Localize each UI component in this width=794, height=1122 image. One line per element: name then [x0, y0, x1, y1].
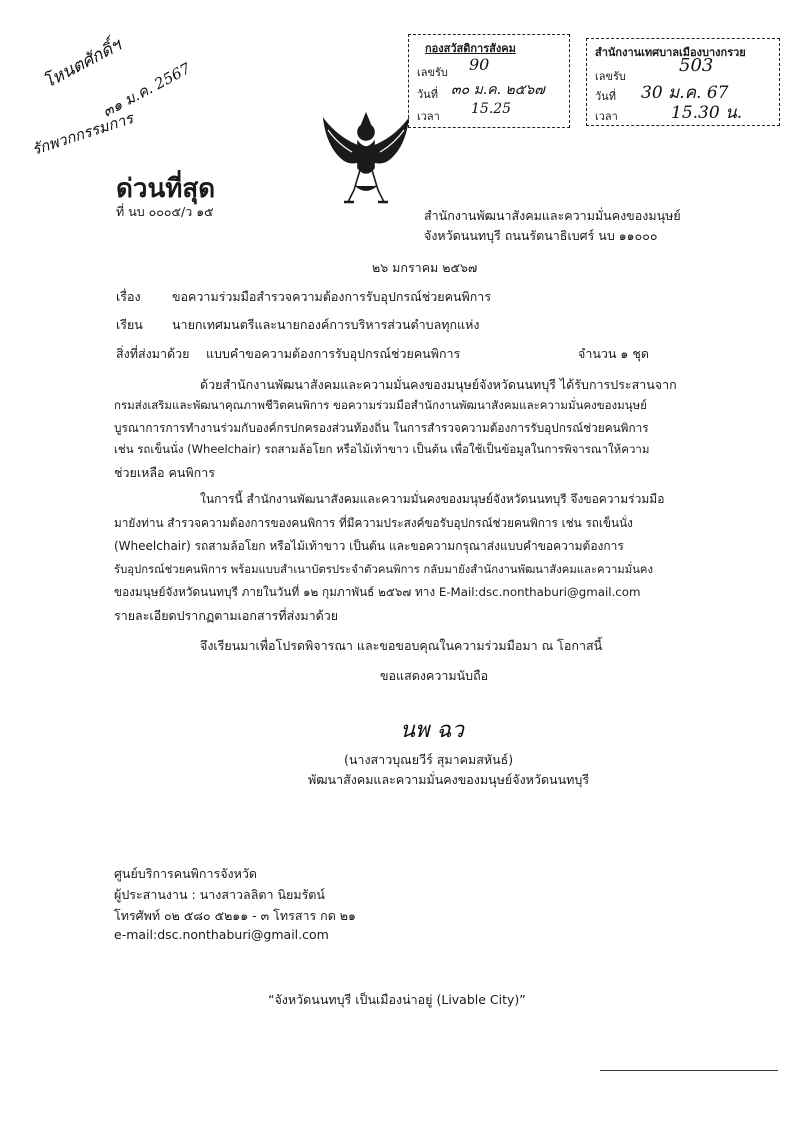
garuda-emblem: [318, 108, 414, 208]
contact-email: e-mail:dsc.nonthaburi@gmail.com: [114, 927, 329, 942]
contact-unit: ศูนย์บริการคนพิการจังหวัด: [114, 866, 258, 881]
body-para1-line: ด้วยสำนักงานพัฒนาสังคมและความมั่นคงของมนุษย์จังหวัดนนทบุรี ได้รับการประสานจาก: [200, 377, 677, 392]
body-para1-line: เช่น รถเข็นนั่ง (Wheelchair) รถสามล้อโยก หรือไม้เท้าขาว เป็นต้น เพื่อใช้เป็นข้อมูลในการพิจารณาให้ความ: [114, 442, 650, 456]
document-date: ๒๖ มกราคม ๒๕๖๗: [372, 260, 478, 275]
recipient-text: นายกเทศมนตรีและนายกองค์การบริหารส่วนตำบลทุกแห่ง: [172, 317, 480, 332]
receipt-stamp-social-welfare: [408, 34, 570, 128]
stamp-time-value: 15.25: [471, 101, 512, 117]
stamp-date-value: 30 ม.ค. 67: [641, 83, 729, 103]
body-para1-line: กรมส่งเสริมและพัฒนาคุณภาพชีวิตคนพิการ ขอความร่วมมือสำนักงานพัฒนาสังคมและความมั่นคงของมนุษย์: [114, 398, 647, 412]
issuing-office-line1: สำนักงานพัฒนาสังคมและความมั่นคงของมนุษย์: [424, 208, 681, 223]
body-para2-line: รายละเอียดปรากฏตามเอกสารที่ส่งมาด้วย: [114, 608, 339, 623]
stamp-date-value: ๓๐ ม.ค. ๒๕๖๗: [451, 82, 545, 98]
contact-phone: โทรศัพท์ ๐๒ ๕๘๐ ๕๒๑๑ - ๓ โทรสาร กด ๒๑: [114, 908, 356, 923]
body-para3: จึงเรียนมาเพื่อโปรดพิจารณา และขอขอบคุณในความร่วมมือมา ณ โอกาสนี้: [200, 638, 603, 653]
urgency-label: ด่วนที่สุด: [116, 174, 216, 204]
signatory-position: พัฒนาสังคมและความมั่นคงของมนุษย์จังหวัดนนทบุรี: [308, 772, 590, 787]
provincial-slogan: “จังหวัดนนทบุรี เป็นเมืองน่าอยู่ (Livable City)”: [268, 992, 526, 1007]
handwritten-note-date: ๓๑ ม.ค. 2567: [99, 59, 194, 121]
document-number: ที่ นบ ๐๐๐๕/ว ๑๕: [116, 204, 214, 219]
signatory-name: (นางสาวบุณยวีร์ สุมาคมสหันธ์): [344, 752, 514, 767]
handwritten-note-dept: รักพวกกรรมการ: [29, 109, 136, 159]
issuing-office-line2: จังหวัดนนทบุรี ถนนรัตนาธิเบศร์ นบ ๑๑๐๐๐: [424, 228, 658, 243]
body-para2-line: (Wheelchair) รถสามล้อโยก หรือไม้เท้าขาว เป็นต้น และขอความกรุณาส่งแบบคำขอความต้องการ: [114, 539, 624, 553]
stamp-date-label: วันที่: [417, 88, 438, 101]
recipient-label: เรียน: [116, 317, 143, 332]
stamp-title: สำนักงานเทศบาลเมืองบางกรวย: [595, 46, 746, 59]
handwritten-note-name: โหนตศักดิ์ฯ: [40, 35, 125, 93]
body-para2-line: ในการนี้ สำนักงานพัฒนาสังคมและความมั่นคงของมนุษย์จังหวัดนนทบุรี จึงขอความร่วมมือ: [200, 492, 665, 506]
stamp-time-label: เวลา: [417, 110, 440, 123]
stamp-received-label: เลขรับ: [417, 66, 448, 79]
enclosure-text: แบบคำขอความต้องการรับอุปกรณ์ช่วยคนพิการ: [206, 346, 461, 361]
stamp-received-label: เลขรับ: [595, 70, 626, 83]
signature: นพ ฉว: [400, 718, 464, 743]
body-para1-line: ช่วยเหลือ คนพิการ: [114, 465, 215, 480]
subject-label: เรื่อง: [116, 289, 141, 304]
footer-rule: [600, 1070, 778, 1071]
stamp-received-value: 503: [679, 55, 714, 76]
enclosure-label: สิ่งที่ส่งมาด้วย: [116, 346, 190, 361]
stamp-received-value: 90: [469, 55, 490, 74]
enclosure-count: จำนวน ๑ ชุด: [578, 346, 649, 361]
closing-regards: ขอแสดงความนับถือ: [380, 668, 489, 683]
stamp-time-label: เวลา: [595, 110, 618, 123]
stamp-title: กองสวัสดิการสังคม: [425, 42, 516, 55]
stamp-date-label: วันที่: [595, 90, 616, 103]
contact-coordinator: ผู้ประสานงาน : นางสาวลลิตา นิยมรัตน์: [114, 887, 325, 902]
body-para1-line: บูรณาการการทำงานร่วมกับองค์กรปกครองส่วนท้องถิ่น ในการสำรวจความต้องการรับอุปกรณ์ช่วยคนพิการ: [114, 421, 649, 435]
subject-text: ขอความร่วมมือสำรวจความต้องการรับอุปกรณ์ช่วยคนพิการ: [172, 289, 492, 304]
stamp-time-value: 15.30 น.: [671, 103, 743, 123]
receipt-stamp-municipality: [586, 38, 780, 126]
body-para2-line: ของมนุษย์จังหวัดนนทบุรี ภายในวันที่ ๑๒ กุมภาพันธ์ ๒๕๖๗ ทาง E-Mail:dsc.nonthaburi@gmail.com: [114, 585, 641, 599]
body-para2-line: รับอุปกรณ์ช่วยคนพิการ พร้อมแบบสำเนาบัตรประจำตัวคนพิการ กลับมายังสำนักงานพัฒนาสังคมและความมั่นคง: [114, 563, 653, 576]
body-para2-line: มายังท่าน สำรวจความต้องการของคนพิการ ที่มีความประสงค์ขอรับอุปกรณ์ช่วยคนพิการ เช่น รถเข็นนั่ง: [114, 516, 633, 530]
